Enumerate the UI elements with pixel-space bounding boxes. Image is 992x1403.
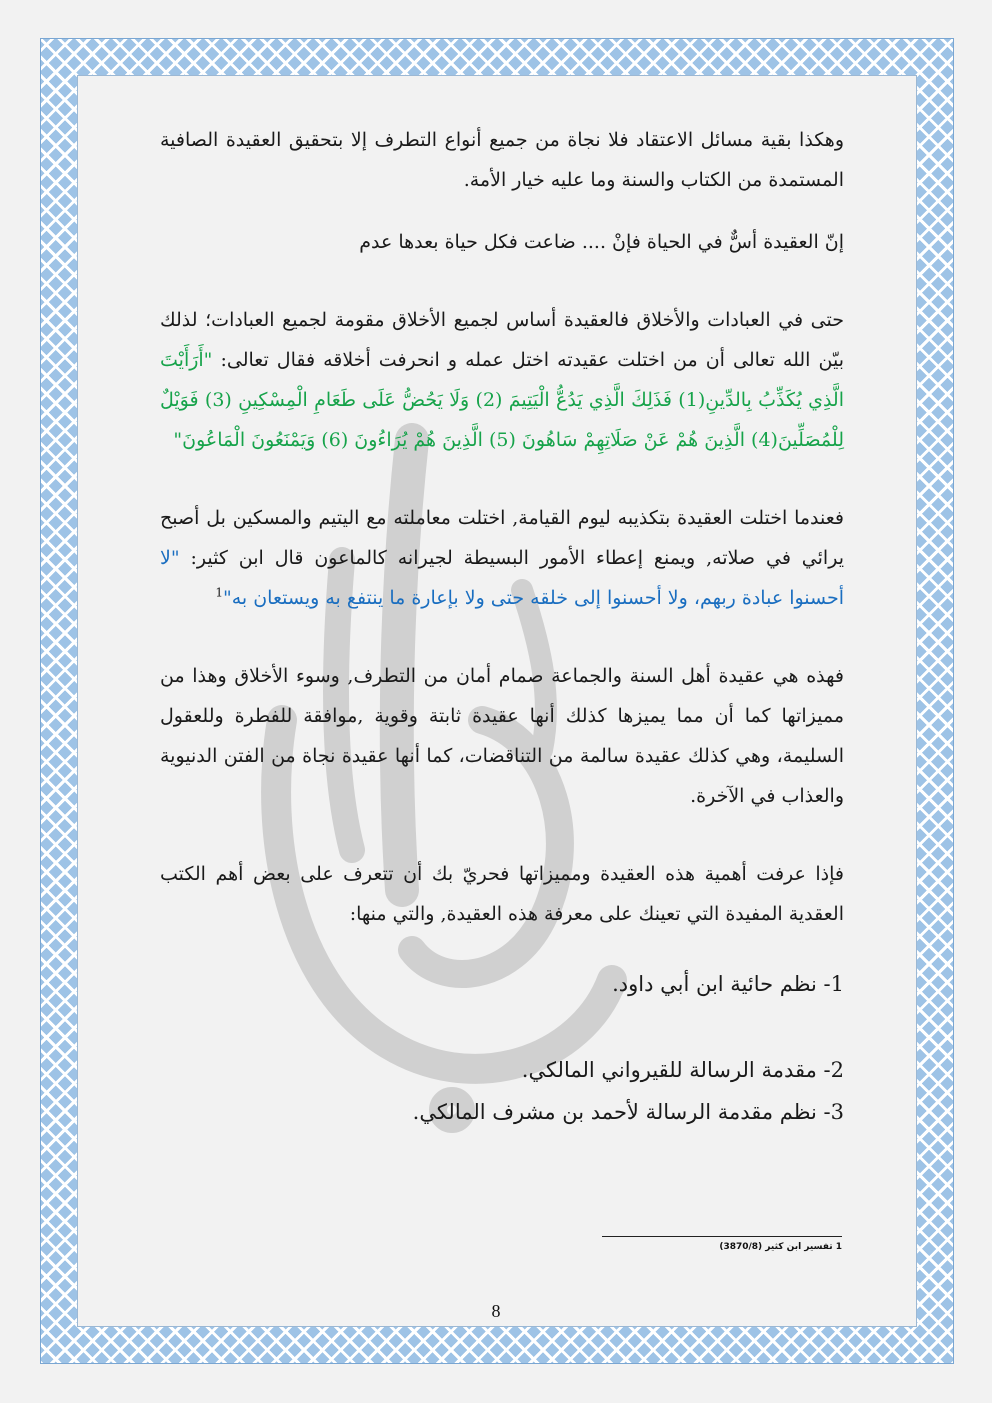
paragraph-4 bbox=[160, 498, 844, 618]
document-body bbox=[160, 120, 844, 1132]
paragraph-4-text: فعندما اختلت العقيدة بتكذيبه ليوم القيامة, اختلت معاملته مع اليتيم والمسكين بل أصبح يرائي في صلاته, ويمنع إعطاء الأمور البسيطة لجيرانه كالماعون قال ابن كثير: bbox=[160, 507, 844, 569]
ibn-kathir-quote: "لا أحسنوا عبادة ربهم، ولا أحسنوا إلى خلقه حتى ولا بإعارة ما ينتفع به ويستعان به" bbox=[160, 547, 844, 609]
footnote: 1 تفسير ابن كثير (3870/8) bbox=[719, 1242, 842, 1252]
footnote-reference[interactable]: 1 bbox=[215, 585, 223, 600]
list-item: 1- نظم حائية ابن أبي داود. bbox=[612, 972, 844, 996]
quran-verse: "أَرَأَيْتَ الَّذِي يُكَذِّبُ بِالدِّينِ(1) فَذَلِكَ الَّذِي يَدُعُّ الْيَتِيمَ (2) وَلَا يَحُضُّ عَلَى طَعَامِ الْمِسْكِينِ (3) فَوَيْلٌ لِلْمُصَلِّينَ(4) الَّذِينَ هُمْ عَنْ صَلَاتِهِمْ سَاهُونَ (5) الَّذِينَ هُمْ يُرَاءُونَ (6) وَيَمْنَعُونَ الْمَاعُونَ" bbox=[160, 349, 844, 451]
paragraph-5: فهذه هي عقيدة أهل السنة والجماعة صمام أمان من التطرف, وسوء الأخلاق وهذا من مميزاتها كما أن مما يميزها كذلك أنها عقيدة ثابتة وقوية ,موافقة للفطرة وللعقول السليمة، وهي كذلك عقيدة سالمة من التناقضات، كما أنها عقيدة نجاة من الفتن الدنيوية والعذاب في الآخرة. bbox=[160, 665, 844, 807]
paragraph-1: وهكذا بقية مسائل الاعتقاد فلا نجاة من جميع أنواع التطرف إلا بتحقيق العقيدة الصافية المستمدة من الكتاب والسنة وما عليه خيار الأمة. bbox=[160, 129, 844, 191]
page-number: 8 bbox=[491, 1301, 501, 1321]
list-item: 3- نظم مقدمة الرسالة لأحمد بن مشرف المالكي. bbox=[412, 1100, 844, 1124]
paragraph-3 bbox=[160, 300, 844, 460]
paragraph-3-text: حتى في العبادات والأخلاق فالعقيدة أساس لجميع الأخلاق مقومة لجميع العبادات؛ لذلك بيّن الله تعالى أن من اختلت عقيدته اختل عمله و انحرفت أخلاقه فقال تعالى: bbox=[160, 309, 844, 371]
poem-line: إنّ العقيدة أسٌّ في الحياة فإنْ .... ضاعت فكل حياة بعدها عدم bbox=[359, 231, 844, 253]
footnote-divider bbox=[602, 1236, 842, 1237]
list-item: 2- مقدمة الرسالة للقيرواني المالكي. bbox=[521, 1058, 844, 1082]
paragraph-6: فإذا عرفت أهمية هذه العقيدة ومميزاتها فحريّ بك أن تتعرف على بعض أهم الكتب العقدية المفيدة التي تعينك على معرفة هذه العقيدة, والتي منها: bbox=[160, 863, 844, 925]
